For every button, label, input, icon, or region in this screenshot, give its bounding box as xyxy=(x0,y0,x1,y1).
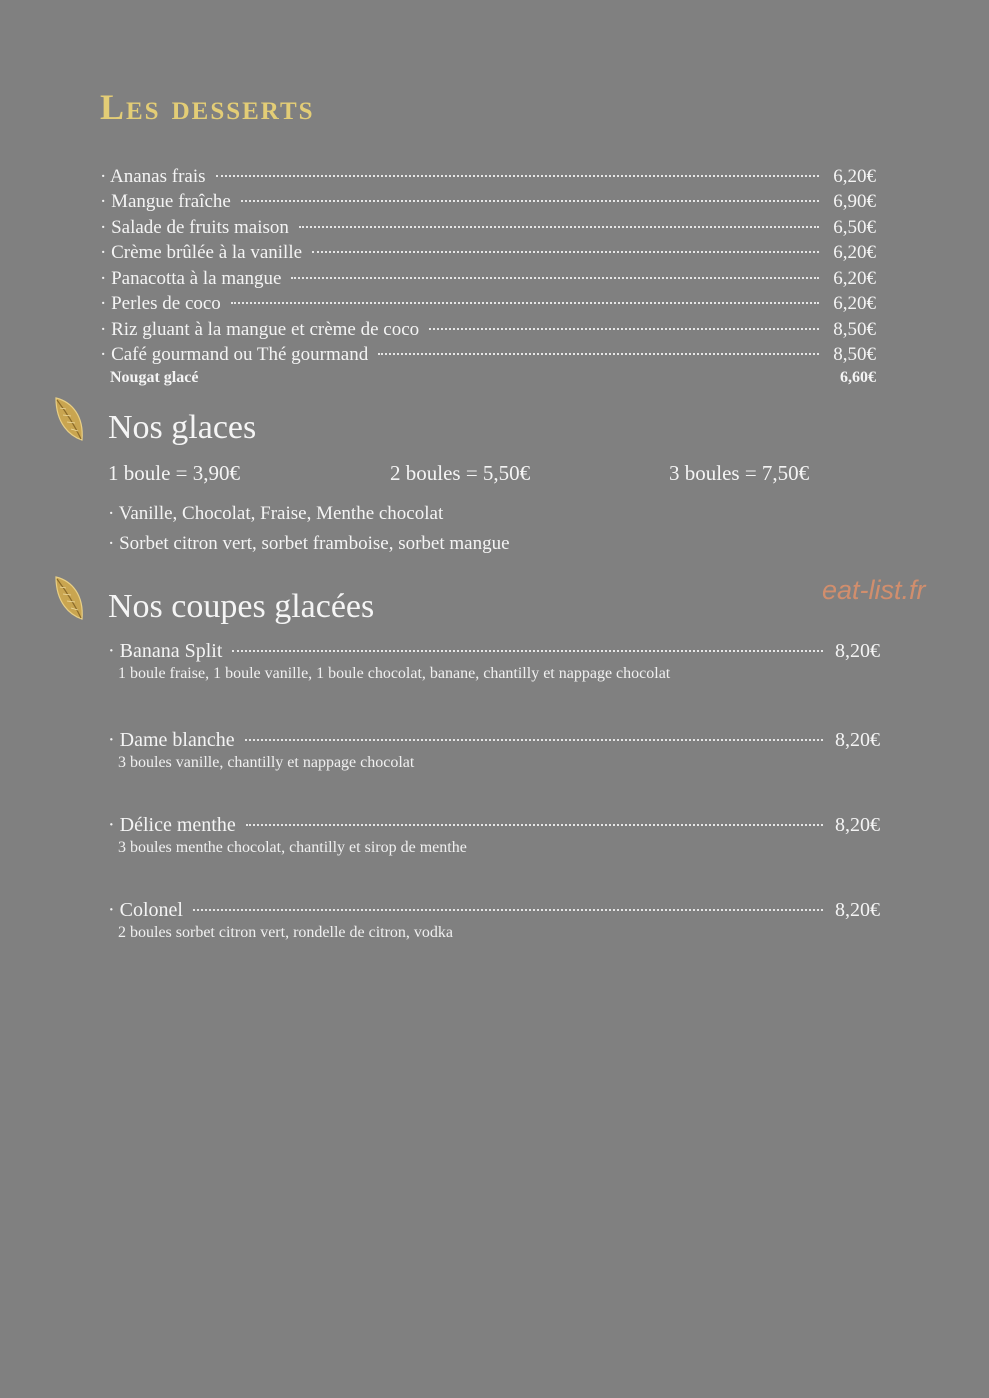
scoop-price: 1 boule = 3,90€ xyxy=(108,461,240,485)
special-dessert-row xyxy=(110,369,876,387)
dessert-name: · Riz gluant à la mangue et crème de coco xyxy=(100,319,420,340)
dessert-name: · Mangue fraîche xyxy=(100,191,231,212)
glaces-title: Nos glaces xyxy=(108,409,257,446)
dessert-name: · Ananas frais xyxy=(100,166,206,187)
gold-leaf-icon xyxy=(50,573,90,625)
dot-leader xyxy=(312,251,819,253)
dessert-name: · Panacotta à la mangue xyxy=(100,268,282,289)
coupe-description: 3 boules vanille, chantilly et nappage chocolat xyxy=(118,754,415,771)
dot-leader xyxy=(245,739,823,741)
dessert-row xyxy=(100,166,876,188)
gold-leaf-icon xyxy=(50,394,90,446)
dot-leader xyxy=(241,200,819,202)
coupe-description: 3 boules menthe chocolat, chantilly et sirop de menthe xyxy=(118,839,467,856)
coupe-row xyxy=(108,899,880,922)
dot-leader xyxy=(246,824,823,826)
scoop-price: 2 boules = 5,50€ xyxy=(390,461,531,485)
dot-leader xyxy=(378,353,819,355)
coupe-name: · Délice menthe xyxy=(108,814,236,836)
dessert-row xyxy=(100,268,876,290)
dessert-name: · Salade de fruits maison xyxy=(100,217,289,238)
flavour-list-item: · Sorbet citron vert, sorbet framboise, sorbet mangue xyxy=(108,533,510,554)
dessert-price: 8,50€ xyxy=(833,344,876,365)
flavour-list-item: · Vanille, Chocolat, Fraise, Menthe chocolat xyxy=(108,503,444,524)
dessert-row xyxy=(100,344,876,366)
desserts-title: Les desserts xyxy=(100,87,315,127)
dessert-row xyxy=(100,293,876,315)
coupes-title: Nos coupes glacées xyxy=(108,588,375,625)
coupe-row xyxy=(108,729,880,752)
coupe-row xyxy=(108,814,880,837)
dot-leader xyxy=(216,175,820,177)
dot-leader xyxy=(231,302,819,304)
dot-leader xyxy=(193,909,823,911)
dessert-price: 6,20€ xyxy=(833,293,876,314)
coupe-row xyxy=(108,640,880,663)
dessert-row xyxy=(100,217,876,239)
dot-leader xyxy=(429,328,819,330)
coupe-price: 8,20€ xyxy=(835,899,880,921)
dessert-price: 6,20€ xyxy=(833,242,876,263)
dessert-price: 6,50€ xyxy=(833,217,876,238)
coupe-price: 8,20€ xyxy=(835,814,880,836)
special-dessert-name: Nougat glacé xyxy=(110,369,199,386)
special-dessert-price: 6,60€ xyxy=(840,369,876,386)
dessert-name: · Café gourmand ou Thé gourmand xyxy=(100,344,369,365)
dessert-name: · Crème brûlée à la vanille xyxy=(100,242,303,263)
dessert-price: 6,20€ xyxy=(833,166,876,187)
scoop-price: 3 boules = 7,50€ xyxy=(669,461,810,485)
dot-leader xyxy=(299,226,819,228)
coupe-name: · Banana Split xyxy=(108,640,223,662)
dot-leader xyxy=(232,650,823,652)
watermark: eat-list.fr xyxy=(822,575,926,605)
coupe-description: 1 boule fraise, 1 boule vanille, 1 boule chocolat, banane, chantilly et nappage chocolat xyxy=(118,665,671,682)
dessert-row xyxy=(100,242,876,264)
coupe-name: · Dame blanche xyxy=(108,729,235,751)
dessert-price: 6,20€ xyxy=(833,268,876,289)
coupe-description: 2 boules sorbet citron vert, rondelle de citron, vodka xyxy=(118,924,454,941)
coupe-price: 8,20€ xyxy=(835,640,880,662)
dessert-price: 8,50€ xyxy=(833,319,876,340)
dessert-price: 6,90€ xyxy=(833,191,876,212)
dessert-name: · Perles de coco xyxy=(100,293,221,314)
dot-leader xyxy=(291,277,819,279)
dessert-row xyxy=(100,319,876,341)
coupe-price: 8,20€ xyxy=(835,729,880,751)
dessert-row xyxy=(100,191,876,213)
coupe-name: · Colonel xyxy=(108,899,183,921)
